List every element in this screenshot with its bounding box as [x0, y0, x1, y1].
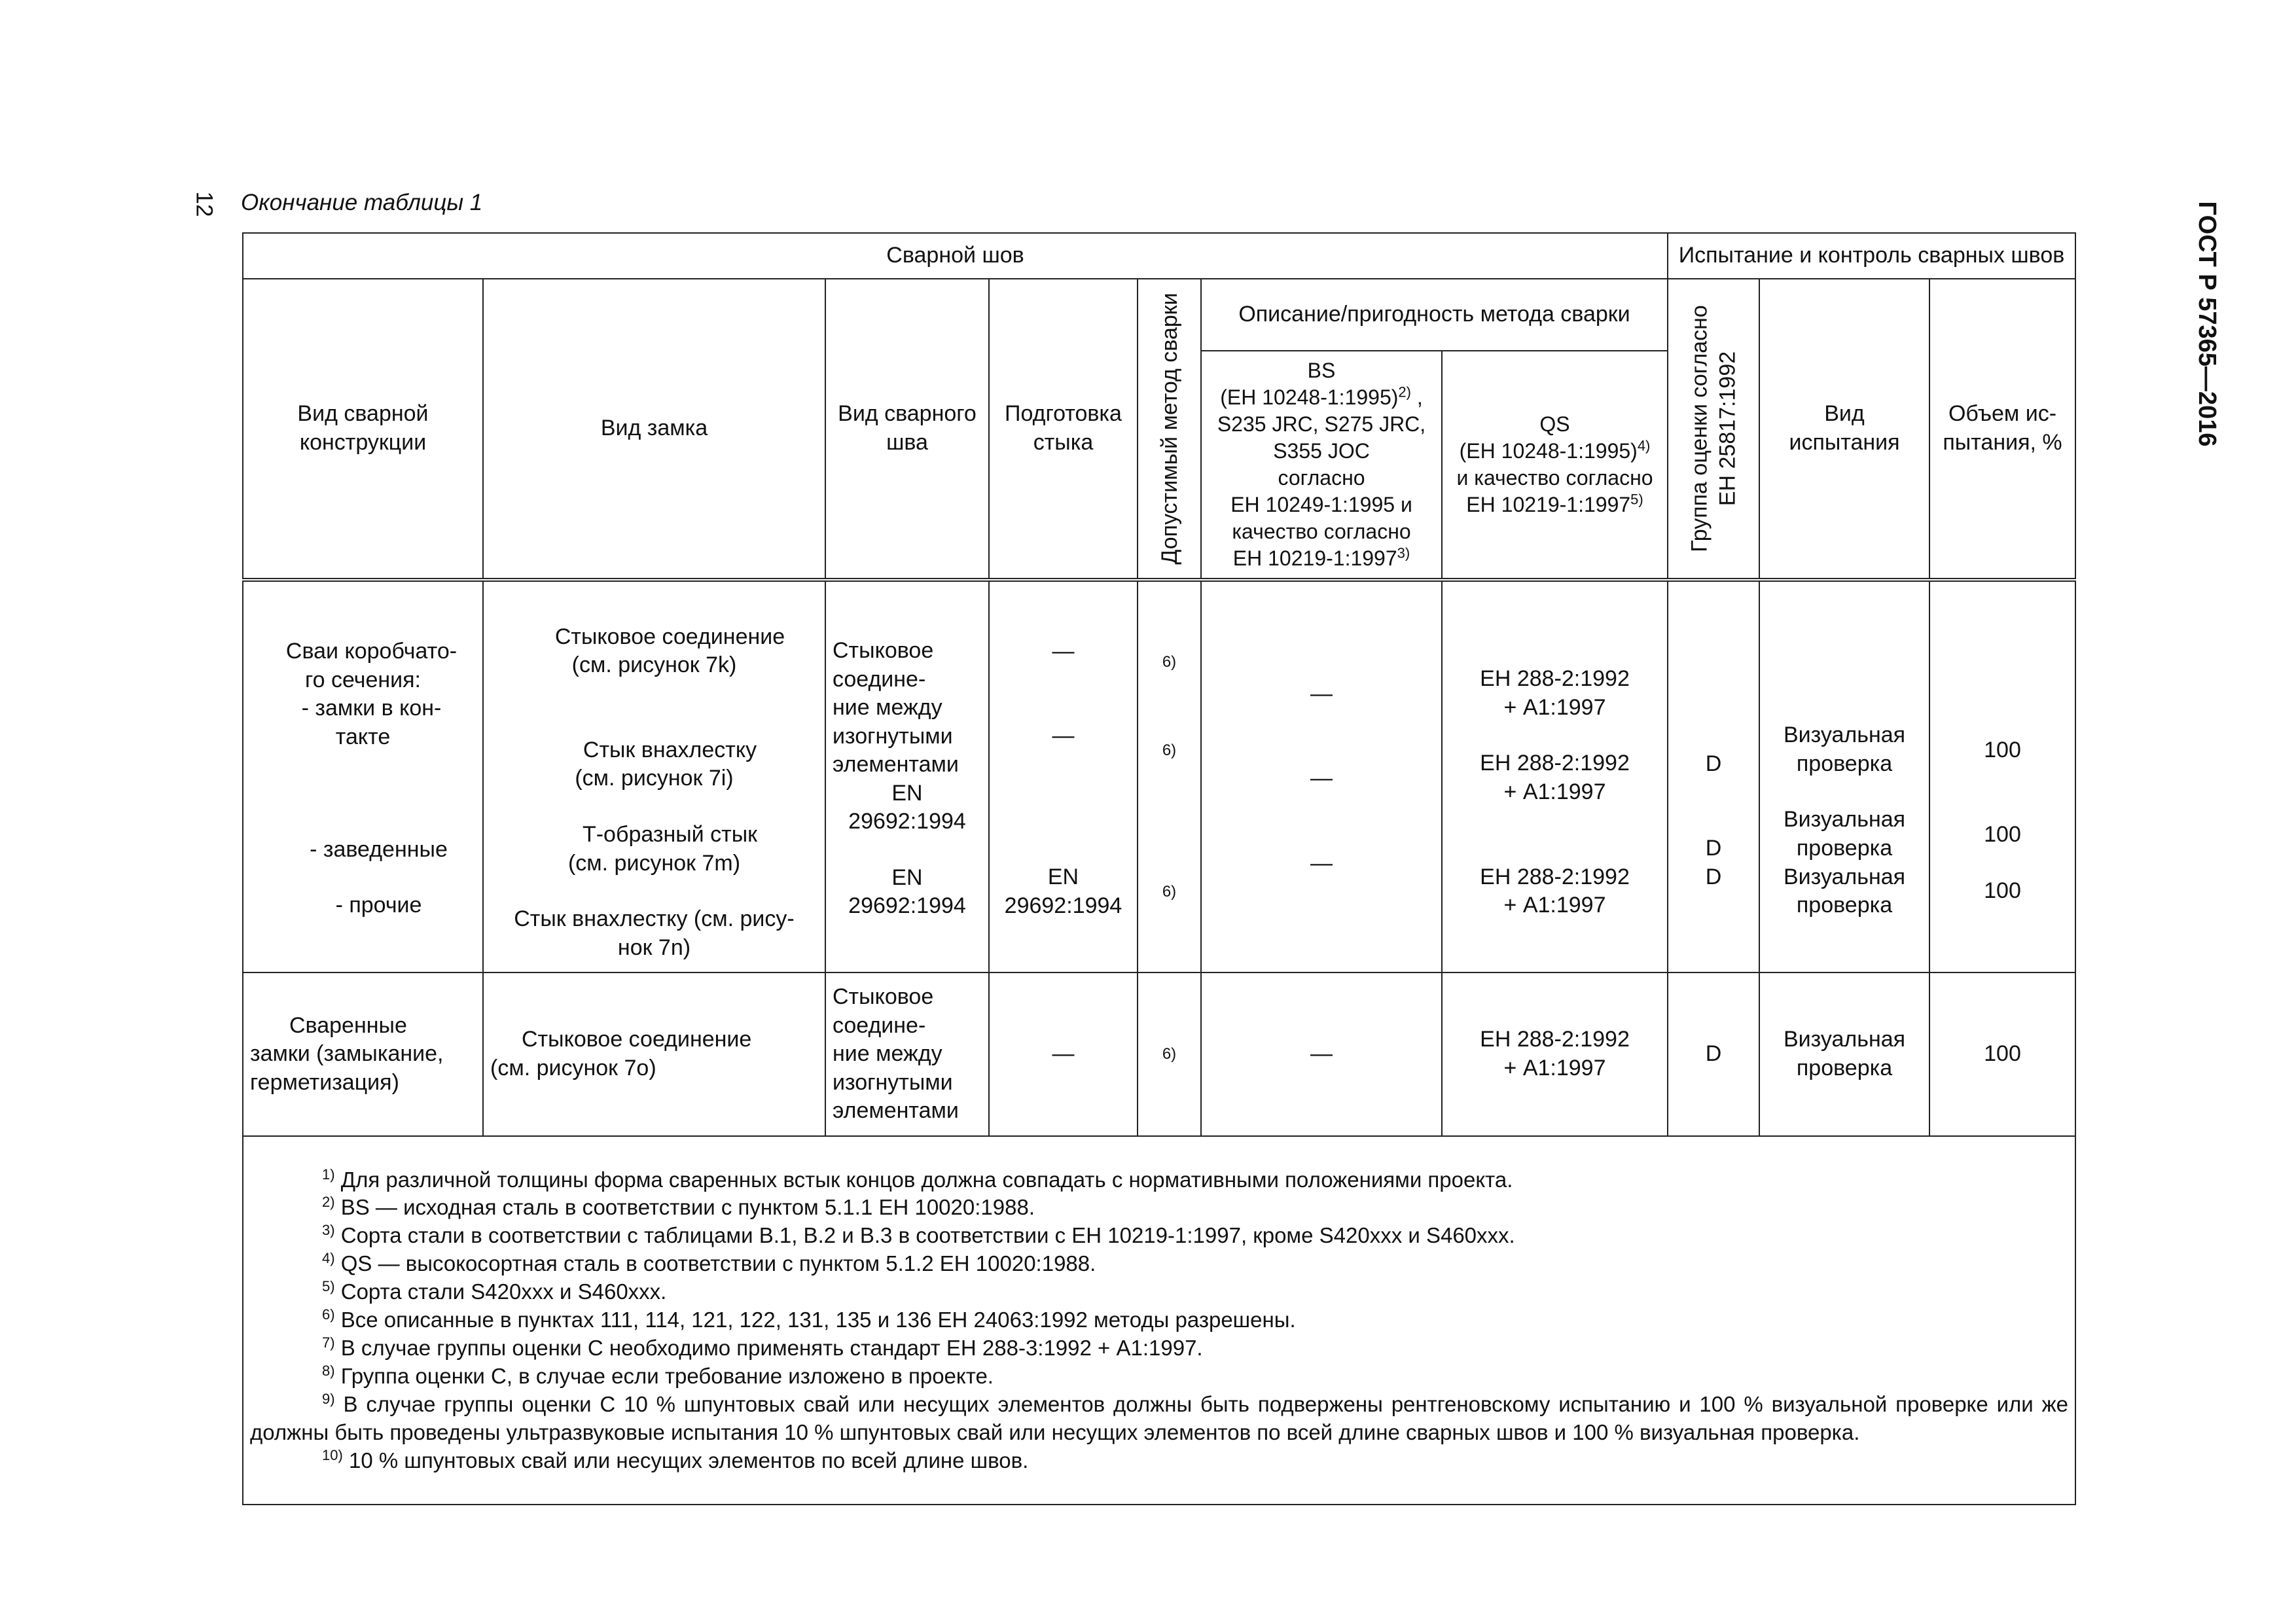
header-welding-method	[1138, 279, 1201, 580]
header-eval-group-line1: Группа оценки согласно	[1687, 305, 1712, 552]
header-group-weld: Сварной шов	[243, 233, 1668, 279]
header-joint-prep: Подготовка стыка	[989, 279, 1138, 580]
footnote-8: $^{8)}$ Группа оценки С, в случае если требование изложено в проекте.	[322, 1362, 994, 1388]
row1-construction: Сваи коробчато- го сечения: - замки в кон- такте - заведенные - прочие	[243, 580, 483, 972]
row1-test: Визуальная проверка Визуальная проверка Визуальная проверка	[1759, 580, 1929, 972]
row2-prep: —	[989, 972, 1138, 1136]
row2-bs: —	[1201, 972, 1442, 1136]
row2-method: 6)	[1138, 972, 1201, 1136]
row2-lock: Стыковое соединение (см. рисунок 7o)	[483, 972, 825, 1136]
header-test-type: Вид испытания	[1759, 279, 1929, 580]
row2-test: Визуальная проверка	[1759, 972, 1929, 1136]
row2-volume: 100	[1929, 972, 2075, 1136]
header-suitability: Описание/пригодность метода сварки	[1201, 279, 1668, 351]
header-welding-method-text: Допустимый метод сварки	[1157, 293, 1182, 565]
row1-method: 6) 6) 6)	[1138, 580, 1201, 972]
footnote-1: $^{1)}$ Для различной толщины форма сваренных встык концов должна совпадать с нормативными положениями проекта.	[322, 1166, 1513, 1192]
header-lock-type: Вид замка	[483, 279, 825, 580]
row1-lock: Стыковое соединение (см. рисунок 7k) Стык внахлестку (см. рисунок 7i) Т-образный стык (см. рисунок 7m) Стык внахлестку (см. рису- нок 7n)	[483, 580, 825, 972]
header-seam-type: Вид сварного шва	[825, 279, 989, 580]
header-test-volume: Объем ис-пытания, %	[1929, 279, 2075, 580]
row2-group: D	[1668, 972, 1759, 1136]
header-qs: QS (ЕН 10248-1:1995)$^{4)}$ и качество согласно ЕН 10219-1:1997$^{5)}$	[1442, 351, 1668, 580]
footnote-2: $^{2)}$ BS — исходная сталь в соответствии с пунктом 5.1.1 ЕН 10020:1988.	[322, 1194, 1035, 1220]
row1-seam: Стыковое соедине- ние между изогнутыми элементами EN 29692:1994 EN 29692:1994	[825, 580, 989, 972]
row1-qs: ЕН 288-2:1992 + А1:1997 ЕН 288-2:1992 + А1:1997 ЕН 288-2:1992 + А1:1997	[1442, 580, 1668, 972]
standard-code: ГОСТ Р 57365—2016	[2193, 201, 2221, 447]
footnote-7: $^{7)}$ В случае группы оценки С необходимо применять стандарт ЕН 288-3:1992 + А1:1997.	[322, 1334, 1203, 1360]
row2-qs: ЕН 288-2:1992 + А1:1997	[1442, 972, 1668, 1136]
row2-construction: Сваренные замки (замыкание, герметизация)	[243, 972, 483, 1136]
page-number: 12	[191, 191, 217, 217]
footnote-9: $^{9)}$ В случае группы оценки С 10 % шпунтовых свай или несущих элементов должны быть подвержены рентгеновскому испытанию и 100 % визуальной проверке или же должны быть проведены ультразвуковые испытания 10 % шпунтовых свай или несущих элементов по всей длине сварных швов и 100 % визуальная проверка.	[250, 1390, 2069, 1444]
row1-bs: — — —	[1201, 580, 1442, 972]
footnote-4: $^{4)}$ QS — высокосортная сталь в соответствии с пунктом 5.1.2 ЕН 10020:1988.	[322, 1250, 1096, 1276]
footnotes	[243, 1136, 2075, 1505]
header-bs: BS (ЕН 10248-1:1995)$^{2)}$ , S235 JRC, S275 JRC, S355 JOC согласно ЕН 10249-1:1995 и качество согласно ЕН 10219-1:1997$^{3)}$	[1201, 351, 1442, 580]
row1-group: D D D	[1668, 580, 1759, 972]
row1-volume: 100 100 100	[1929, 580, 2075, 972]
row2-seam: Стыковое соедине- ние между изогнутыми элементами	[825, 972, 989, 1136]
header-construction-type: Вид сварной конструкции	[243, 279, 483, 580]
header-eval-group-line2: ЕН 25817:1992	[1715, 351, 1740, 507]
header-group-test: Испытание и контроль сварных швов	[1668, 233, 2075, 279]
welds-table	[242, 232, 2076, 1505]
header-eval-group	[1668, 279, 1759, 580]
table-caption: Окончание таблицы 1	[241, 190, 483, 215]
footnote-6: $^{6)}$ Все описанные в пунктах 111, 114, 121, 122, 131, 135 и 136 ЕН 24063:1992 методы разрешены.	[322, 1306, 1296, 1332]
footnote-10: $^{10)}$ 10 % шпунтовых свай или несущих элементов по всей длине швов.	[322, 1446, 1029, 1472]
footnote-5: $^{5)}$ Сорта стали S420xxx и S460xxx.	[322, 1278, 667, 1304]
row1-prep: — — EN 29692:1994	[989, 580, 1138, 972]
footnote-3: $^{3)}$ Сорта стали в соответствии с таблицами В.1, В.2 и В.3 в соответствии с ЕН 10219-1:1997, кроме S420xxx и S460xxx.	[322, 1222, 1515, 1248]
